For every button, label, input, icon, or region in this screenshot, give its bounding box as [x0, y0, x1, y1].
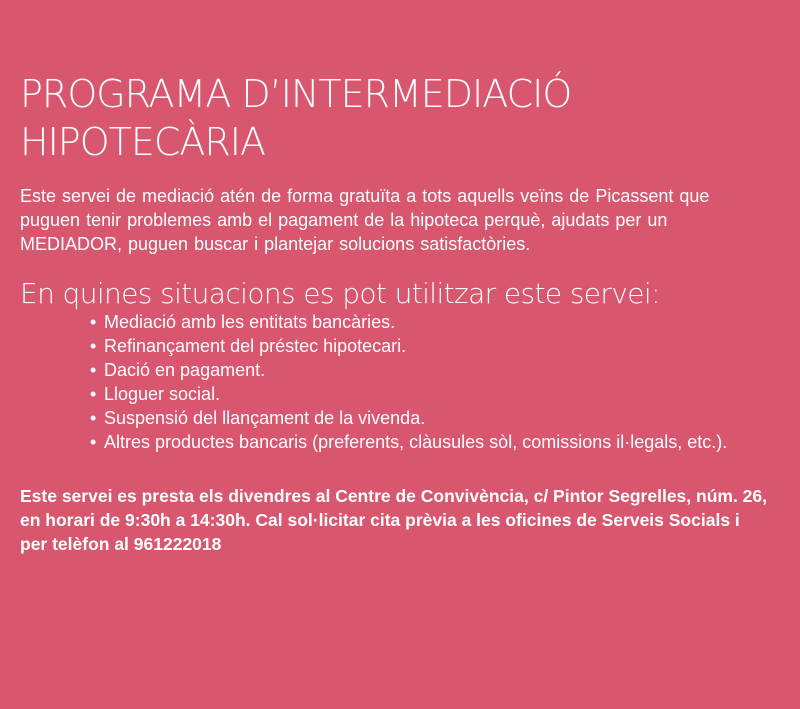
list-item: • Altres productes bancaris (preferents, clàusules sòl, comissions il·legals, etc.). [90, 430, 770, 454]
title-line-2: HIPOTECÀRIA [20, 120, 265, 164]
list-item: • Dació en pagament. [90, 358, 770, 382]
list-item: • Mediació amb les entitats bancàries. [90, 310, 770, 334]
list-item: • Suspensió del llançament de la vivenda. [90, 406, 770, 430]
list-item: • Refinançament del préstec hipotecari. [90, 334, 770, 358]
page-title [20, 70, 770, 166]
situations-heading: En quines situacions es pot utilitzar este servei: [20, 277, 660, 310]
list-item: • Lloguer social. [90, 382, 770, 406]
service-schedule-info: Este servei es presta els divendres al Centre de Convivència, c/ Pintor Segrelles, núm. 26, en horari de 9:30h a 14:30h. Cal sol·licitar cita prèvia a les oficines de Serveis Socials i per telèfon al 961222018 [20, 486, 767, 554]
intro-paragraph: Este servei de mediació atén de forma gratuïta a tots aquells veïns de Picassent que puguen tenir problemes amb el pagament de la hipoteca perquè, ajudats per un MEDIADOR, puguen buscar i plantejar solucions satisfactòries. [20, 186, 710, 254]
title-line-1: PROGRAMA D’INTERMEDIACIÓ [20, 72, 572, 116]
situations-list [20, 310, 770, 454]
